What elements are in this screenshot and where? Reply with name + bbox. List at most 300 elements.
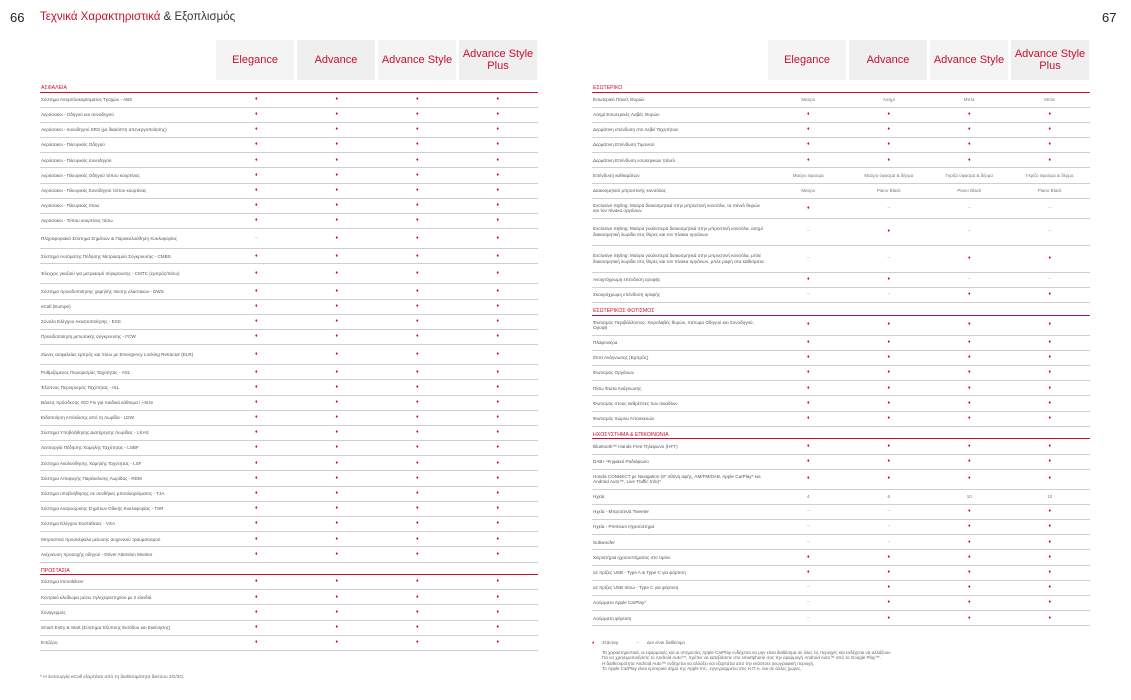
feature-value: ♦ xyxy=(849,350,930,365)
feature-label: Χειριστήρια ηχοσυστήματος στο τιμόνι xyxy=(592,550,768,565)
table-row xyxy=(40,501,538,516)
table-row xyxy=(40,380,538,395)
feature-value: – xyxy=(768,245,849,272)
feature-value: ♦ xyxy=(216,380,297,395)
feature-value: ♦ xyxy=(768,396,849,411)
model-header-elegance: Elegance xyxy=(216,40,294,80)
feature-value: ♦ xyxy=(377,605,458,620)
feature-value: ♦ xyxy=(216,107,297,122)
feature-value: ♦ xyxy=(849,272,930,287)
table-row xyxy=(40,168,538,183)
feature-label: Δερμάτινη Επένδυση Τιμονιού xyxy=(592,138,768,153)
feature-value: ♦ xyxy=(377,229,458,249)
feature-value: Μαύρο ύφασμα & δέρμα xyxy=(849,168,930,183)
section-header xyxy=(592,426,1090,439)
feature-value: ♦ xyxy=(458,441,539,456)
feature-label: Ηχεία - Μπροστινά Tweeter xyxy=(592,504,768,519)
table-row xyxy=(592,489,1090,504)
table-row xyxy=(40,547,538,562)
page-title-suffix: & Εξοπλισμός xyxy=(163,11,236,23)
table-row xyxy=(40,471,538,486)
feature-value: ♦ xyxy=(458,153,539,168)
feature-value: ♦ xyxy=(929,596,1010,611)
feature-value: ♦ xyxy=(1010,439,1091,454)
feature-value: ♦ xyxy=(1010,469,1091,489)
feature-value: ♦ xyxy=(1010,565,1091,580)
feature-value: ♦ xyxy=(216,486,297,501)
section-title: ΑΣΦΑΛΕΙΑ xyxy=(40,80,538,92)
feature-value: ♦ xyxy=(377,501,458,516)
feature-value: ♦ xyxy=(297,314,378,329)
table-row xyxy=(592,92,1090,107)
feature-value: ♦ xyxy=(377,329,458,344)
feature-value: ♦ xyxy=(929,122,1010,137)
section-header xyxy=(592,80,1090,92)
table-row xyxy=(40,532,538,547)
table-row xyxy=(40,575,538,590)
feature-label: Exclusive Styling: Μαύρα γυαλιστερά διακοσμητικά στην μπροστινή κονσόλα, ασημί διακοσμητική λωρίδα στις θύρες και τον πίνακα οργάνων xyxy=(592,218,768,245)
feature-value: ♦ xyxy=(768,122,849,137)
feature-value: ♦ xyxy=(768,107,849,122)
feature-value: 6 xyxy=(849,489,930,504)
feature-value: ♦ xyxy=(458,214,539,229)
feature-value: – xyxy=(768,218,849,245)
feature-label: Ρυθμιζόμενος Περιορισμός Ταχύτητας - ASL xyxy=(40,365,216,380)
feature-value: ♦ xyxy=(458,425,539,440)
feature-label: Αερόσακοι - Πλευρικός πίσω xyxy=(40,198,216,213)
feature-label: Σύστημα προειδοποίησης χαμηλής πίεσης ελαστικών - DWS xyxy=(40,284,216,299)
table-row xyxy=(40,138,538,153)
feature-value: ♦ xyxy=(377,590,458,605)
feature-value: ♦ xyxy=(1010,396,1091,411)
feature-value: Μπλε xyxy=(929,92,1010,107)
table-row xyxy=(592,198,1090,218)
feature-value: ♦ xyxy=(377,198,458,213)
feature-value: ♦ xyxy=(377,345,458,365)
feature-value: ♦ xyxy=(458,284,539,299)
feature-value: ♦ xyxy=(849,315,930,335)
feature-label: Subwoofer xyxy=(592,535,768,550)
table-row xyxy=(592,550,1090,565)
feature-label: Εσωτερικό Πάνελ Θυρών xyxy=(592,92,768,107)
feature-value: Piano Black xyxy=(1010,183,1091,198)
model-header-advance-style: Advance Style xyxy=(930,40,1008,80)
table-row xyxy=(40,92,538,107)
feature-value: ♦ xyxy=(929,411,1010,426)
feature-value: ♦ xyxy=(216,410,297,425)
feature-label: Αερόσακοι - Πλευρικός Οδηγού τύπου κουρτίνας xyxy=(40,168,216,183)
dash-icon: – xyxy=(636,640,639,645)
feature-value: ♦ xyxy=(216,122,297,137)
feature-value: ♦ xyxy=(216,264,297,284)
feature-value: ♦ xyxy=(216,620,297,635)
feature-value: ♦ xyxy=(377,314,458,329)
feature-value: Γκρίζο ύφασμα & δέρμα xyxy=(929,168,1010,183)
feature-value: ♦ xyxy=(1010,315,1091,335)
feature-value: ♦ xyxy=(297,249,378,264)
feature-label: Πλαφονιέρα xyxy=(592,335,768,350)
feature-value: ♦ xyxy=(216,517,297,532)
feature-value: ♦ xyxy=(377,547,458,562)
feature-value: ♦ xyxy=(458,605,539,620)
feature-value: ♦ xyxy=(458,249,539,264)
legend-note-line: Τα χαρακτηριστικά, οι εφαρμογές και οι υπηρεσίες Apple CarPlay ενδέχεται να μην είναι διαθέσιμα σε όλες τις περιοχές και ενδέχεται να αλλάξουν. xyxy=(602,649,892,655)
model-header-elegance: Elegance xyxy=(768,40,846,80)
feature-value: ♦ xyxy=(297,517,378,532)
feature-label: Αερόσακοι - Πλευρικός Οδηγού xyxy=(40,138,216,153)
feature-value: ♦ xyxy=(458,329,539,344)
feature-value: ♦ xyxy=(849,153,930,168)
table-row xyxy=(592,611,1090,626)
feature-value: ♦ xyxy=(216,329,297,344)
section-title: ΠΡΟΣΤΑΣΙΑ xyxy=(40,562,538,575)
feature-value: ♦ xyxy=(849,107,930,122)
section-header xyxy=(592,303,1090,316)
legend-note-line: Η διαθεσιμότητα Android Auto™ ενδέχεται να αλλάξει και εξαρτάται από την εκάστοτε γεωγραφική περιοχή. xyxy=(602,660,815,666)
feature-label: DAB+ Ψηφιακό Ραδιόφωνο xyxy=(592,454,768,469)
feature-value: ♦ xyxy=(1010,122,1091,137)
model-header-left xyxy=(40,40,538,80)
feature-value: ♦ xyxy=(929,454,1010,469)
feature-value: ♦ xyxy=(768,454,849,469)
feature-value: ♦ xyxy=(377,122,458,137)
feature-value: ♦ xyxy=(377,456,458,471)
table-row xyxy=(40,590,538,605)
feature-value: ♦ xyxy=(768,315,849,335)
feature-value: ♦ xyxy=(216,547,297,562)
feature-label: Πληροφοριακό Σύστημα Σημάτων & Παρακολούθηση Κυκλοφορίας xyxy=(40,229,216,249)
feature-value: ♦ xyxy=(297,264,378,284)
right-spec-panel xyxy=(592,40,1090,626)
feature-value: ♦ xyxy=(929,565,1010,580)
table-row xyxy=(592,168,1090,183)
table-row xyxy=(40,395,538,410)
page-title-main: Τεχνικά Χαρακτηριστικά xyxy=(40,11,161,23)
feature-value: ♦ xyxy=(1010,535,1091,550)
feature-value: ♦ xyxy=(768,439,849,454)
table-row xyxy=(40,198,538,213)
feature-value: ♦ xyxy=(458,198,539,213)
feature-value: ♦ xyxy=(929,381,1010,396)
feature-value: ♦ xyxy=(297,547,378,562)
feature-value: ♦ xyxy=(297,92,378,107)
feature-value: ♦ xyxy=(297,425,378,440)
feature-label: Επένδυση καθισμάτων xyxy=(592,168,768,183)
feature-value: ♦ xyxy=(216,249,297,264)
feature-label: Ασύρματη φόρτιση xyxy=(592,611,768,626)
feature-value: ♦ xyxy=(849,565,930,580)
feature-value: ♦ xyxy=(929,611,1010,626)
table-row xyxy=(592,580,1090,595)
feature-value: ♦ xyxy=(216,299,297,314)
feature-value: ♦ xyxy=(216,138,297,153)
feature-value: ♦ xyxy=(849,366,930,381)
feature-value: ♦ xyxy=(458,345,539,365)
feature-value: ♦ xyxy=(458,107,539,122)
legend-note-line: Το Apple CarPlay είναι εμπορικό σήμα της Apple Inc., εγγεγραμμένο στις Η.Π.Α. και σε άλλες χώρες. xyxy=(602,666,802,672)
feature-label: Σύνολο Ελέγχου Ακινητοποίησης - ESS xyxy=(40,314,216,329)
table-row xyxy=(592,535,1090,550)
feature-value: ♦ xyxy=(458,471,539,486)
feature-value: ♦ xyxy=(297,486,378,501)
table-row xyxy=(592,350,1090,365)
table-row xyxy=(40,229,538,249)
feature-value: ♦ xyxy=(768,411,849,426)
feature-value: ♦ xyxy=(377,425,458,440)
feature-value: ♦ xyxy=(1010,520,1091,535)
feature-value: ♦ xyxy=(849,411,930,426)
feature-value: ♦ xyxy=(377,395,458,410)
feature-label: Φωτισμός Χώρου Αποσκευών xyxy=(592,411,768,426)
feature-value: ♦ xyxy=(297,153,378,168)
feature-value: ♦ xyxy=(929,366,1010,381)
feature-value: – xyxy=(849,504,930,519)
feature-value: ♦ xyxy=(216,395,297,410)
table-row xyxy=(40,299,538,314)
table-row xyxy=(592,272,1090,287)
feature-value: ♦ xyxy=(458,380,539,395)
feature-value: ♦ xyxy=(1010,411,1091,426)
feature-value: – xyxy=(768,596,849,611)
feature-value: ♦ xyxy=(458,517,539,532)
feature-label: Φωτισμός στους καθρέπτες των σκιαδίων xyxy=(592,396,768,411)
feature-value: ♦ xyxy=(377,380,458,395)
feature-value: ♦ xyxy=(458,365,539,380)
section-title: ΕΣΩΤΕΡΙΚΟΣ ΦΩΤΙΣΜΟΣ xyxy=(592,303,1090,316)
table-row xyxy=(592,315,1090,335)
feature-value: ♦ xyxy=(377,410,458,425)
table-row xyxy=(40,264,538,284)
feature-label: Αερόσακοι - Πλευρικός συνοδηγού xyxy=(40,153,216,168)
feature-value: ♦ xyxy=(377,183,458,198)
feature-label: Exclusive Styling: Μαύρα διακοσμητικά στην μπροστινή κονσόλα, τα πάνελ θυρών και τον πίνακα οργάνων xyxy=(592,198,768,218)
feature-value: ♦ xyxy=(377,635,458,650)
feature-value: ♦ xyxy=(1010,350,1091,365)
feature-value: ♦ xyxy=(768,381,849,396)
feature-value: – xyxy=(849,520,930,535)
feature-value: ♦ xyxy=(849,611,930,626)
table-row xyxy=(40,249,538,264)
table-row xyxy=(40,425,538,440)
feature-value: ♦ xyxy=(929,439,1010,454)
feature-value: ♦ xyxy=(849,469,930,489)
table-row xyxy=(592,454,1090,469)
feature-label: Φωτισμός Οργάνων xyxy=(592,366,768,381)
feature-label: Exclusive Styling: Μαύρα γυαλιστερά διακοσμητικά στην μπροστινή κονσόλα, μπλε διακοσμητική λωρίδα στις θύρες και τον πίνακα οργάνων, μπλε ραφή στα καθίσματα xyxy=(592,245,768,272)
feature-label: Πίσω Φώτα Ανάγνωσης xyxy=(592,381,768,396)
feature-label: Έξυπνος Περιορισμός Ταχύτητας - ISL xyxy=(40,380,216,395)
feature-label: Σύστημα Ακολούθησης Χαμηλής Ταχύτητας - LSF xyxy=(40,456,216,471)
spec-table-left xyxy=(40,80,538,651)
feature-value: ♦ xyxy=(377,249,458,264)
feature-value: ♦ xyxy=(929,550,1010,565)
feature-value: ♦ xyxy=(1010,504,1091,519)
feature-value: – xyxy=(849,245,930,272)
feature-value: ♦ xyxy=(929,153,1010,168)
feature-label: x2 πρίζες USB πίσω - Type C για φόρτιση xyxy=(592,580,768,595)
feature-value: ♦ xyxy=(297,122,378,137)
feature-value: ♦ xyxy=(929,288,1010,303)
feature-value: Μπλε xyxy=(1010,92,1091,107)
feature-value: Μαύρο xyxy=(768,92,849,107)
feature-value: ♦ xyxy=(768,350,849,365)
feature-value: ♦ xyxy=(458,395,539,410)
feature-value: – xyxy=(849,198,930,218)
left-spec-panel xyxy=(40,40,538,651)
feature-value: ♦ xyxy=(377,471,458,486)
table-row xyxy=(40,284,538,299)
feature-value: – xyxy=(768,535,849,550)
feature-value: ♦ xyxy=(768,335,849,350)
table-row xyxy=(592,439,1090,454)
feature-value: Μαύρο xyxy=(768,183,849,198)
feature-value: ♦ xyxy=(849,439,930,454)
feature-label: eCall (Europe) xyxy=(40,299,216,314)
feature-label: Συναγερμός xyxy=(40,605,216,620)
model-header-advance-style: Advance Style xyxy=(378,40,456,80)
feature-value: ♦ xyxy=(849,396,930,411)
page-number-left: 66 xyxy=(10,10,25,25)
feature-value: ♦ xyxy=(297,620,378,635)
table-row xyxy=(40,314,538,329)
feature-value: ♦ xyxy=(458,590,539,605)
feature-value: ♦ xyxy=(929,315,1010,335)
feature-label: Σύστημα Immobilizer xyxy=(40,575,216,590)
legend-note xyxy=(592,650,1090,672)
feature-value: – xyxy=(768,288,849,303)
feature-value: ♦ xyxy=(458,635,539,650)
table-row xyxy=(40,214,538,229)
feature-value: ♦ xyxy=(929,245,1010,272)
diamond-icon: ♦ xyxy=(592,640,595,645)
feature-value: ♦ xyxy=(377,299,458,314)
feature-value: ♦ xyxy=(768,198,849,218)
section-header xyxy=(40,80,538,92)
feature-value: ♦ xyxy=(297,501,378,516)
model-header-advance: Advance xyxy=(849,40,927,80)
feature-label: Ασημί Εσωτερικές Λαβές Θυρών xyxy=(592,107,768,122)
feature-value: ♦ xyxy=(216,183,297,198)
section-title: ΗΧΟΣΥΣΤΗΜΑ & ΕΠΙΚΟΙΝΩΝΙΑ xyxy=(592,426,1090,439)
feature-label: Ανίχνευση προσοχής οδηγού - Driver Attention Monitor xyxy=(40,547,216,562)
table-row xyxy=(592,396,1090,411)
feature-value: ♦ xyxy=(297,198,378,213)
table-row xyxy=(592,366,1090,381)
feature-value: ♦ xyxy=(297,380,378,395)
feature-value: ♦ xyxy=(377,486,458,501)
feature-label: Φωτισμός Περιβάλλοντος: Χειρολαβές θυρών, πάτωμα Οδηγού και Συνοδηγού, Οροφή xyxy=(592,315,768,335)
feature-value: ♦ xyxy=(377,532,458,547)
feature-label: Δερμάτινη επένδυση στο Λεβιέ Ταχυτήτων xyxy=(592,122,768,137)
table-row xyxy=(592,107,1090,122)
feature-value: ♦ xyxy=(458,486,539,501)
feature-value: ♦ xyxy=(216,345,297,365)
feature-label: Ζώνες ασφαλείας εμπρός και πίσω με Emergency Locking Retractor (ELR) xyxy=(40,345,216,365)
feature-value: ♦ xyxy=(458,620,539,635)
feature-value: ♦ xyxy=(1010,107,1091,122)
feature-label: Σύστημα Αποφυγής Παρέκκλισης Λωρίδας - RDM xyxy=(40,471,216,486)
table-row xyxy=(592,469,1090,489)
feature-label: Αερόσακοι - Οδηγού και συνοδηγού xyxy=(40,107,216,122)
feature-value: ♦ xyxy=(297,299,378,314)
table-row xyxy=(40,486,538,501)
feature-value: ♦ xyxy=(849,580,930,595)
feature-value: ♦ xyxy=(216,501,297,516)
table-row xyxy=(40,410,538,425)
table-row xyxy=(40,329,538,344)
feature-value: ♦ xyxy=(377,214,458,229)
feature-label: Bluetooth™ Hands Free Τηλέφωνο (HFT) xyxy=(592,439,768,454)
feature-value: – xyxy=(849,535,930,550)
feature-value: ♦ xyxy=(377,620,458,635)
feature-value: ♦ xyxy=(768,469,849,489)
table-row xyxy=(592,381,1090,396)
feature-value: ♦ xyxy=(377,575,458,590)
table-row xyxy=(592,411,1090,426)
feature-value: ♦ xyxy=(458,122,539,137)
feature-value: 10 xyxy=(929,489,1010,504)
feature-value: ♦ xyxy=(297,395,378,410)
feature-value: ♦ xyxy=(297,365,378,380)
feature-value: ♦ xyxy=(849,550,930,565)
feature-label: Σύστημα Υποβοήθησης Διατήρησης Λωρίδας - LKAS xyxy=(40,425,216,440)
feature-value: ♦ xyxy=(297,410,378,425)
feature-value: – xyxy=(768,580,849,595)
feature-value: ♦ xyxy=(1010,596,1091,611)
table-row xyxy=(592,596,1090,611)
feature-value: ♦ xyxy=(216,532,297,547)
feature-value: ♦ xyxy=(377,138,458,153)
feature-value: ♦ xyxy=(768,366,849,381)
page-title xyxy=(40,11,235,23)
feature-value: Ασημί xyxy=(849,92,930,107)
feature-value: ♦ xyxy=(216,92,297,107)
feature-value: ♦ xyxy=(458,575,539,590)
feature-value: ♦ xyxy=(297,329,378,344)
feature-value: ♦ xyxy=(458,532,539,547)
feature-value: ♦ xyxy=(929,469,1010,489)
table-row xyxy=(40,107,538,122)
feature-value: ♦ xyxy=(377,517,458,532)
feature-label: Αερόσακοι - συνοδηγού SRS (με διακόπτη απενεργοποίησης) xyxy=(40,122,216,137)
feature-value: ♦ xyxy=(216,153,297,168)
feature-value: ♦ xyxy=(849,596,930,611)
feature-value: ♦ xyxy=(297,471,378,486)
feature-value: ♦ xyxy=(458,456,539,471)
feature-value: ♦ xyxy=(849,218,930,245)
feature-value: ♦ xyxy=(377,264,458,284)
table-row xyxy=(592,335,1090,350)
feature-value: ♦ xyxy=(297,107,378,122)
table-row xyxy=(40,635,538,650)
table-row xyxy=(40,183,538,198)
feature-value: ♦ xyxy=(216,214,297,229)
feature-label: Προειδοποίηση μετωπικής σύγκρουσης - FCW xyxy=(40,329,216,344)
feature-value: ♦ xyxy=(849,138,930,153)
feature-label: Αερόσακοι - Τύπου κουρτίνας πίσω xyxy=(40,214,216,229)
table-row xyxy=(40,153,538,168)
table-row xyxy=(40,345,538,365)
feature-value: ♦ xyxy=(768,272,849,287)
feature-value: ♦ xyxy=(297,183,378,198)
feature-label: Σύστημα Ελέγχου Ευστάθειας - VSA xyxy=(40,517,216,532)
feature-label: Honda CONNECT με Navigation (9" οθόνη αφής, AM/FM/DAB, Apple CarPlay* και Android Auto™, Live Traffic Info)* xyxy=(592,469,768,489)
feature-value: ♦ xyxy=(849,122,930,137)
feature-value: – xyxy=(929,198,1010,218)
feature-value: ♦ xyxy=(929,535,1010,550)
feature-value: ♦ xyxy=(1010,366,1091,381)
feature-value: ♦ xyxy=(216,590,297,605)
